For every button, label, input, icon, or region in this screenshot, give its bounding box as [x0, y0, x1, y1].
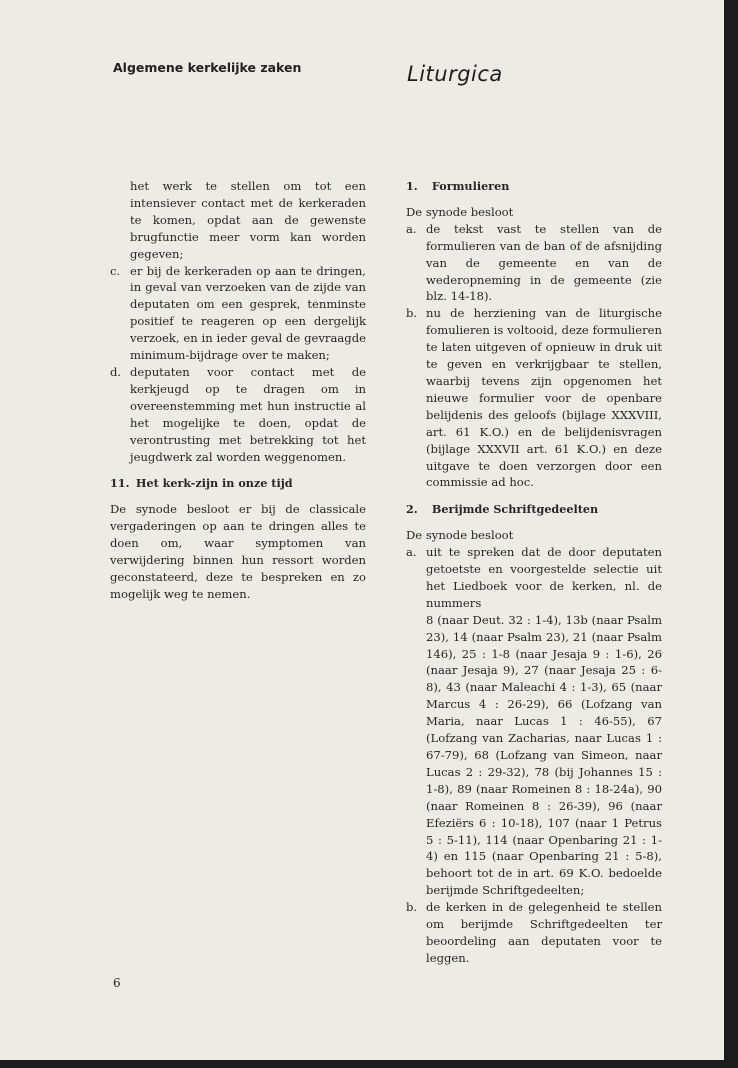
- list-label: b.: [406, 306, 418, 321]
- section-title: Berijmde Schriftgedeelten: [431, 502, 599, 517]
- section-11-heading: [110, 475, 366, 492]
- section-number: 2.: [406, 502, 418, 517]
- section-2-heading: [406, 501, 662, 518]
- running-header-right: Liturgica: [407, 62, 503, 86]
- section-1-intro: De synode besloot: [406, 204, 514, 219]
- continued-item-b: het werk te stellen om tot een intensiever contact met de kerkeraden te komen, opdat aan de gewenste brugfunctie meer vorm kan worden gegeven;: [130, 179, 366, 261]
- section-number: 1.: [406, 179, 418, 193]
- list-item-b: [406, 899, 662, 967]
- list-label: b.: [406, 900, 418, 915]
- section-2-intro: De synode besloot: [406, 528, 514, 543]
- list-text: deputaten voor contact met de kerkjeugd op te dragen om in overeenstemming met hun instructie al het mogelijke te doen, opdat de verontrusting met betrekking tot het jeugdwerk zal worden weggenomen.: [130, 364, 366, 464]
- list-label: a.: [406, 545, 417, 560]
- section-number: 11.: [110, 476, 130, 491]
- section-11-text: De synode besloot er bij de classicale vergaderingen op aan te dringen alles te doen om, waar symptomen van verwijdering binnen hun ressort worden geconstateerd, deze te bespreken en zo mogelijk weg te nemen.: [110, 502, 366, 601]
- list-text: uit te spreken dat de door deputaten getoetste en voorgestelde selectie uit het Liedboek voor de kerken, nl. de nummers: [426, 545, 662, 610]
- section-title: Formulieren: [431, 179, 510, 193]
- running-header-left: Algemene kerkelijke zaken: [113, 60, 302, 75]
- list-label: d.: [110, 364, 122, 379]
- scripture-numbers: 8 (naar Deut. 32 : 1-4), 13b (naar Psalm 23), 14 (naar Psalm 23), 21 (naar Psalm 146), 25 : 1-8 (naar Jesaja 9 : 1-6), 26 (naar Jesaja 9), 27 (naar Jesaja 25 : 6-8), 43 (naar Maleachi 4 : 1-3), 65 (naar Marcus 4 : 26-29), 66 (Lofzang van Maria, naar Lucas 1 : 46-55), 67 (Lofzang van Zacharias, naar Lucas 1 : 67-79), 68 (Lofzang van Simeon, naar Lucas 2 : 29-32), 78 (bij Johannes 15 : 1-8), 89 (naar Romeinen 8 : 18-24a), 90 (naar Romeinen 8 : 26-39), 96 (naar Efeziërs 6 : 10-18), 107 (naar 1 Petrus 5 : 5-11), 114 (naar Openbaring 21 : 1-4) en 115 (naar Openbaring 21 : 5-8), behoort tot de in art. 69 K.O. bedoelde berijmde Schriftgedeelten;: [426, 612, 662, 898]
- list-text: de kerken in de gelegenheid te stellen om berijmde Schriftgedeelten ter beoordeling aan deputaten voor te leggen.: [426, 900, 662, 965]
- list-item-d: [110, 364, 366, 465]
- left-column: [110, 178, 366, 603]
- list-label: a.: [406, 221, 417, 236]
- list-item-b: [406, 305, 662, 491]
- list-text: de tekst vast te stellen van de formulieren van de ban of de afsnijding van de gemeente en van de wederopneming in de gemeente (zie blz. 14-18).: [426, 221, 662, 304]
- list-text: nu de herziening van de liturgische fomulieren is voltooid, deze formulieren te laten uitgeven of opnieuw in druk uit te geven en verkrijgbaar te stellen, waarbij tevens zijn opgenomen het nieuwe formulier voor de openbare belijdenis des geloofs (bijlage XXXVIII, art. 61 K.O.) en de belijdenisvragen (bijlage XXXVII art. 61 K.O.) en deze uitgave te doen verzorgen door een commissie ad hoc.: [426, 306, 662, 490]
- list-item-a: [406, 221, 662, 306]
- section-title: Het kerk-zijn in onze tijd: [135, 476, 293, 491]
- list-text: er bij de kerkeraden op aan te dringen, in geval van verzoeken van de zijde van deputaten om een gesprek, tenminste positief te reageren op een dergelijk verzoek, en in ieder geval de gevraagde minimum-bijdrage over te maken;: [130, 263, 366, 363]
- list-item-a: [406, 544, 662, 612]
- list-item-c: [110, 263, 366, 364]
- list-label: c.: [110, 263, 121, 278]
- section-1-heading: [406, 178, 662, 195]
- page-number: 6: [113, 976, 121, 990]
- right-column: [406, 178, 662, 967]
